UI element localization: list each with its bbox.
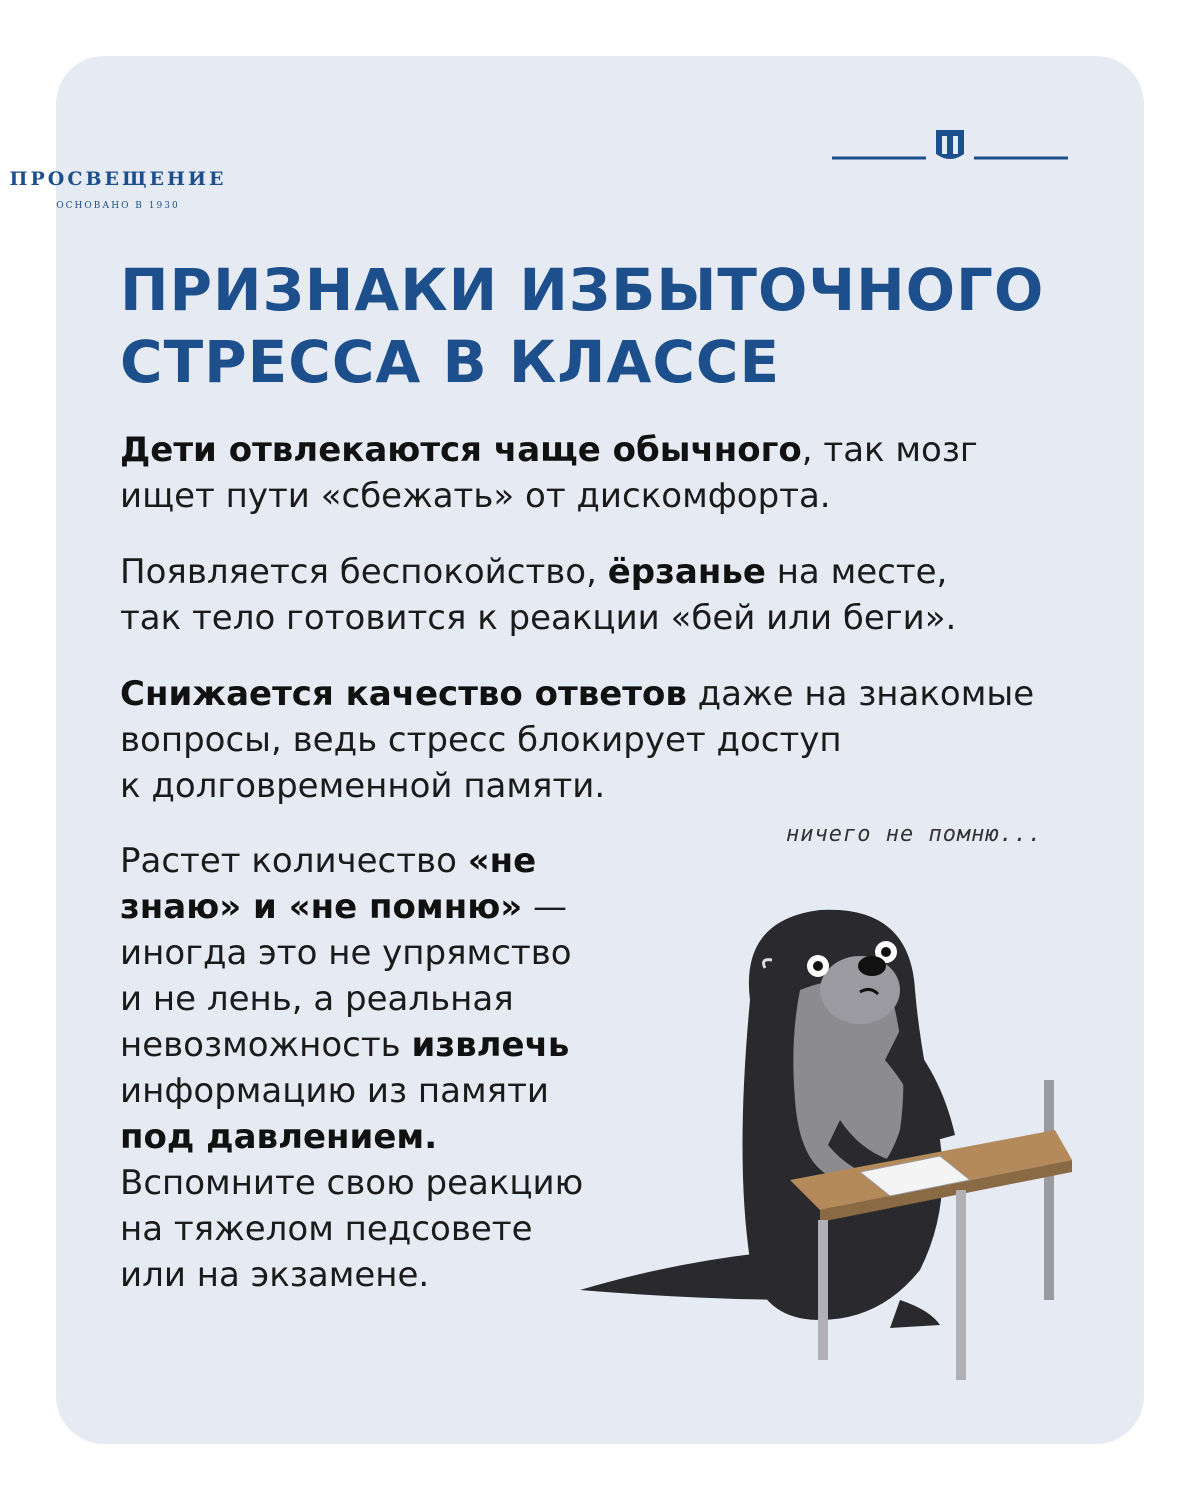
bold-phrase: Снижается качество ответов (120, 674, 687, 714)
otter-at-desk-illustration (560, 880, 1100, 1400)
bold-phrase: ёрзанье (607, 552, 766, 592)
title-line-1: ПРИЗНАКИ ИЗБЫТОЧНОГО (120, 256, 1045, 324)
desk-leg (818, 1220, 828, 1360)
bold-phrase: под давлением. (120, 1117, 438, 1157)
text-span: ищет пути «сбежать» от дискомфорта. (120, 476, 831, 516)
text-span: к долговременной памяти. (120, 766, 606, 806)
text-span: информацию из памяти (120, 1071, 549, 1111)
text-span: Вспомните свою реакцию (120, 1163, 584, 1203)
text-span: на месте, (765, 552, 948, 592)
text-span: — (522, 887, 568, 927)
text-span: так тело готовится к реакции «бей или беги». (120, 598, 957, 638)
page-title (120, 254, 1080, 398)
otter-foot (890, 1300, 940, 1328)
bold-phrase: знаю» и «не помню» (120, 887, 523, 927)
publisher-logo-name: ПРОСВЕЩЕНИЕ (9, 168, 227, 190)
text-span: или на экзамене. (120, 1255, 430, 1295)
otter-nose (858, 956, 886, 976)
text-span: Появляется беспокойство, (120, 552, 608, 592)
desk-leg (956, 1190, 966, 1380)
bold-phrase: Дети отвлекаются чаще обычного (120, 430, 802, 470)
text-span: на тяжелом педсовете (120, 1209, 533, 1249)
title-line-2: СТРЕССА В КЛАССЕ (120, 328, 781, 396)
desk-leg (1044, 1080, 1054, 1300)
text-span: даже на знакомые (686, 674, 1035, 714)
text-span: Растет количество (120, 841, 468, 881)
text-span: невозможность (120, 1025, 412, 1065)
bold-phrase: извлечь (411, 1025, 570, 1065)
paragraph-fidgeting (120, 549, 1080, 641)
text-span: иногда это не упрямство (120, 933, 572, 973)
text-span: , так мозг (801, 430, 978, 470)
text-span: вопросы, ведь стресс блокирует доступ (120, 720, 842, 760)
publisher-logo-tagline: ОСНОВАНО В 1930 (56, 201, 180, 211)
publisher-logo-icon (832, 124, 1068, 168)
bold-phrase: «не (467, 841, 537, 881)
paragraph-distraction (120, 427, 1080, 519)
text-span: и не лень, а реальная (120, 979, 514, 1019)
paragraph-answer-quality (120, 671, 1100, 809)
speech-text: ничего не помню... (786, 822, 1043, 847)
